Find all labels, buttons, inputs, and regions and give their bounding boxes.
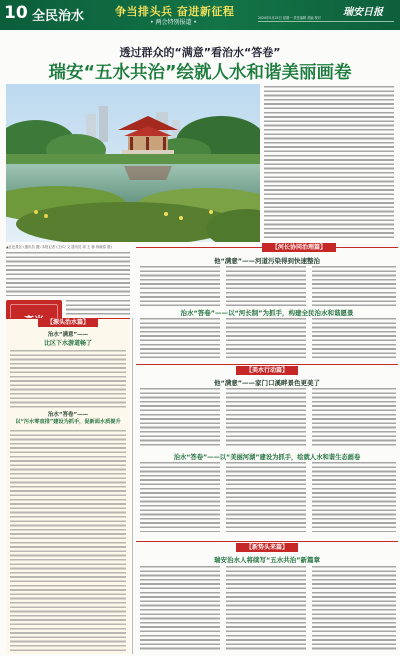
story-b-col3-top xyxy=(312,266,396,306)
slogan: 争当排头兵 奋进新征程 xyxy=(115,5,235,18)
subslogan: • 两会特别报道 • xyxy=(150,19,197,26)
story-c-col1 xyxy=(140,462,220,532)
lead-headline: 瑞安“五水共治”绘就人水和谐美丽画卷 xyxy=(48,63,352,83)
story-a-body-1 xyxy=(10,350,126,408)
paper-logo: 瑞安日报 xyxy=(343,7,383,18)
section-rule-b-left xyxy=(136,247,262,248)
story-c-title: 治水“答卷”——以“美丽河湖”建设为抓手，绘就人水和谐生态画卷 xyxy=(173,454,361,461)
story-b-col2-top xyxy=(226,266,306,306)
dateline: 2020年5月25日 星期一 责任编辑 美编 校对 xyxy=(258,16,321,20)
lead-body-intro xyxy=(6,252,130,296)
section-tag-a: 【源头治水篇】 xyxy=(38,318,98,327)
story-a-kicker: 治水“满意”—— xyxy=(47,332,89,338)
photo-caption: ▲红色景区 (通讯员 摄) 本报记者 (王/C/ 文 通讯员 周 王 蓉 杨晓春 摄) xyxy=(6,245,112,249)
story-d-kicker: 瑞安治水人将续写“五水共治”新篇章 xyxy=(213,556,321,564)
masthead xyxy=(0,0,400,30)
column-divider xyxy=(132,318,133,654)
story-a-title: 比区下水游道畅了 xyxy=(43,340,92,347)
emblem-side-text xyxy=(66,300,130,316)
story-b-kicker: 他“满意”——河道污染得到快速整治 xyxy=(213,257,321,265)
story-b-col1 xyxy=(140,318,220,358)
lead-body-right xyxy=(264,86,394,238)
section-tag-d: 【新势头来篇】 xyxy=(236,543,298,552)
story-c-col3-top xyxy=(312,388,396,448)
story-a-body-2 xyxy=(10,430,126,652)
section-tag-c: 【美水行动篇】 xyxy=(236,366,298,375)
story-a-kicker2: 治水“答卷”—— xyxy=(47,412,89,418)
story-d-col3 xyxy=(312,566,396,652)
story-d-col2 xyxy=(226,566,306,652)
dateline-rule xyxy=(258,21,394,22)
story-b-col3 xyxy=(312,318,396,358)
section-rule-b-right xyxy=(336,247,398,248)
story-b-title: 治水“答卷”——以“河长制”为抓手，构建全民治水和谐愿景 xyxy=(180,309,354,317)
story-c-col3 xyxy=(312,462,396,532)
story-b-col2 xyxy=(226,318,306,358)
story-c-col1-top xyxy=(140,388,220,448)
page-number: 10 xyxy=(4,3,28,23)
lead-photo xyxy=(6,84,260,242)
section-name: 全民治水 xyxy=(32,9,85,24)
story-b-col1-top xyxy=(140,266,220,306)
story-d-col1 xyxy=(140,566,220,652)
lead-kicker: 透过群众的“满意”看治水“答卷” xyxy=(119,46,281,59)
story-c-col2-top xyxy=(226,388,306,448)
section-tag-b: 【河长协同治理篇】 xyxy=(262,243,336,252)
story-c-col2 xyxy=(226,462,306,532)
story-a-title2: 以“污水零直排”建设为抓手，促新面水质提升 xyxy=(15,419,121,425)
story-c-kicker: 他“满意”——家门口溪畔景色更美了 xyxy=(213,379,321,387)
